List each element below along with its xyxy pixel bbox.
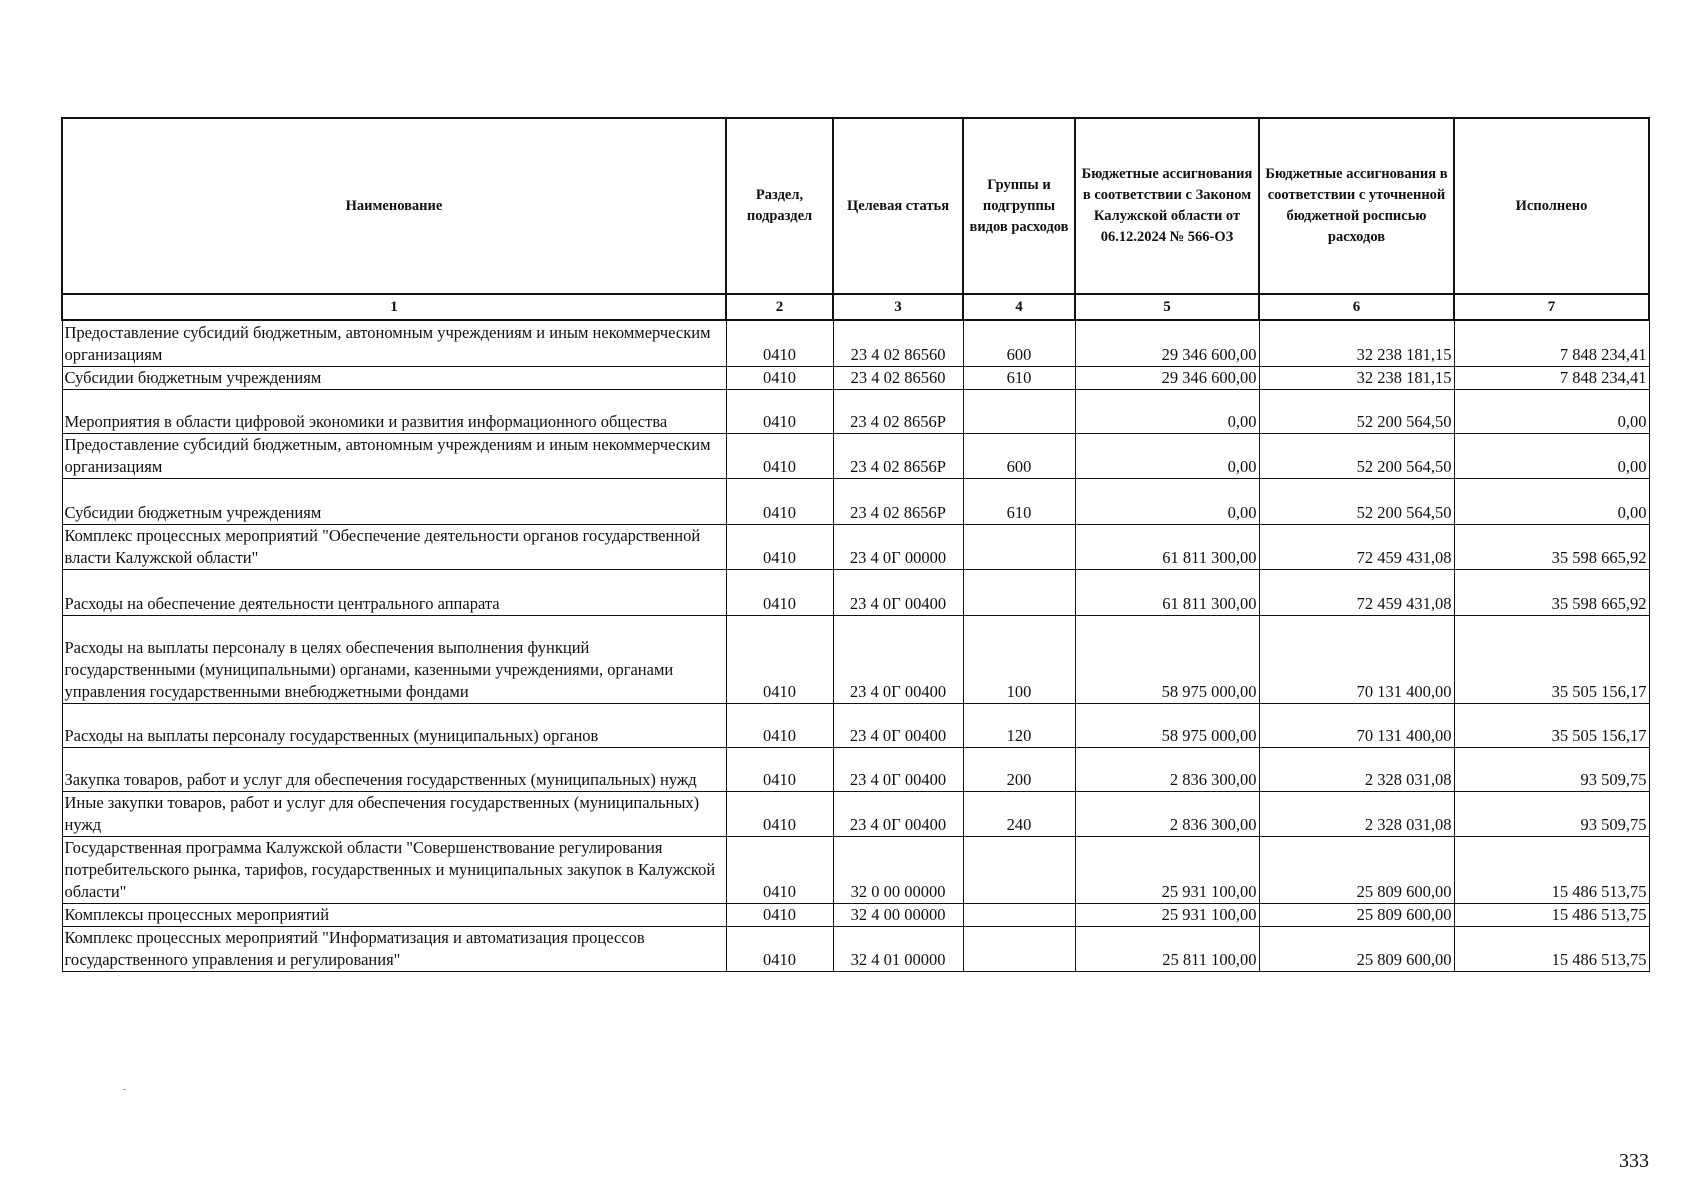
- row-section-cell: 0410: [726, 615, 833, 703]
- budget-table: [61, 117, 1650, 972]
- column-number: 1: [62, 294, 726, 320]
- row-section-cell: 0410: [726, 926, 833, 971]
- table-row: [62, 433, 1649, 478]
- row-executed-amount-cell: 0,00: [1454, 478, 1649, 524]
- table-row: [62, 791, 1649, 836]
- table-header: [62, 118, 1649, 320]
- row-executed-amount-cell: 15 486 513,75: [1454, 903, 1649, 926]
- row-section-cell: 0410: [726, 524, 833, 569]
- row-group-cell: [963, 389, 1075, 433]
- row-group-cell: [963, 836, 1075, 903]
- row-target-cell: 23 4 0Г 00400: [833, 569, 963, 615]
- header-name: Наименование: [62, 118, 726, 294]
- table-row: [62, 524, 1649, 569]
- table-row: [62, 703, 1649, 747]
- row-name-cell: Предоставление субсидий бюджетным, автономным учреждениям и иным некоммерческим организациям: [62, 433, 726, 478]
- row-name-cell: Комплекс процессных мероприятий "Обеспечение деятельности органов государственной власти Калужской области": [62, 524, 726, 569]
- row-refined-amount-cell: 72 459 431,08: [1259, 569, 1454, 615]
- row-law-amount-cell: 0,00: [1075, 478, 1259, 524]
- row-target-cell: 23 4 0Г 00000: [833, 524, 963, 569]
- row-executed-amount-cell: 7 848 234,41: [1454, 366, 1649, 389]
- row-executed-amount-cell: 35 598 665,92: [1454, 569, 1649, 615]
- row-name-cell: Расходы на выплаты персоналу в целях обеспечения выполнения функций государственными (муниципальными) органами, казенными учреждениями, органами управления государственными внебюджетными фондами: [62, 615, 726, 703]
- row-target-cell: 32 0 00 00000: [833, 836, 963, 903]
- row-name-cell: Комплексы процессных мероприятий: [62, 903, 726, 926]
- row-refined-amount-cell: 70 131 400,00: [1259, 615, 1454, 703]
- row-law-amount-cell: 58 975 000,00: [1075, 615, 1259, 703]
- table-row: [62, 389, 1649, 433]
- table-row: [62, 366, 1649, 389]
- page-number: 333: [1619, 1150, 1649, 1172]
- row-group-cell: [963, 926, 1075, 971]
- row-law-amount-cell: 0,00: [1075, 389, 1259, 433]
- row-group-cell: 240: [963, 791, 1075, 836]
- column-number: 6: [1259, 294, 1454, 320]
- row-section-cell: 0410: [726, 478, 833, 524]
- row-section-cell: 0410: [726, 433, 833, 478]
- column-number: 7: [1454, 294, 1649, 320]
- header-row: [62, 118, 1649, 294]
- row-name-cell: Предоставление субсидий бюджетным, автономным учреждениям и иным некоммерческим организациям: [62, 320, 726, 366]
- header-groups: Группы и подгруппы видов расходов: [963, 118, 1075, 294]
- row-law-amount-cell: 2 836 300,00: [1075, 791, 1259, 836]
- row-refined-amount-cell: 32 238 181,15: [1259, 366, 1454, 389]
- column-number: 4: [963, 294, 1075, 320]
- row-target-cell: 23 4 0Г 00400: [833, 703, 963, 747]
- row-target-cell: 23 4 0Г 00400: [833, 791, 963, 836]
- row-name-cell: Комплекс процессных мероприятий "Информатизация и автоматизация процессов государственного управления и регулирования": [62, 926, 726, 971]
- row-law-amount-cell: 29 346 600,00: [1075, 320, 1259, 366]
- table-row: [62, 747, 1649, 791]
- row-law-amount-cell: 2 836 300,00: [1075, 747, 1259, 791]
- row-refined-amount-cell: 52 200 564,50: [1259, 389, 1454, 433]
- table-row: [62, 836, 1649, 903]
- column-number: 2: [726, 294, 833, 320]
- row-name-cell: Субсидии бюджетным учреждениям: [62, 366, 726, 389]
- row-refined-amount-cell: 2 328 031,08: [1259, 747, 1454, 791]
- row-refined-amount-cell: 70 131 400,00: [1259, 703, 1454, 747]
- row-name-cell: Мероприятия в области цифровой экономики и развития информационного общества: [62, 389, 726, 433]
- header-section: Раздел, подраздел: [726, 118, 833, 294]
- row-group-cell: 100: [963, 615, 1075, 703]
- row-executed-amount-cell: 93 509,75: [1454, 747, 1649, 791]
- row-group-cell: [963, 524, 1075, 569]
- table-row: [62, 320, 1649, 366]
- column-number: 5: [1075, 294, 1259, 320]
- row-section-cell: 0410: [726, 366, 833, 389]
- column-number: 3: [833, 294, 963, 320]
- row-section-cell: 0410: [726, 903, 833, 926]
- row-executed-amount-cell: 0,00: [1454, 433, 1649, 478]
- row-target-cell: 23 4 0Г 00400: [833, 615, 963, 703]
- row-section-cell: 0410: [726, 791, 833, 836]
- row-refined-amount-cell: 25 809 600,00: [1259, 903, 1454, 926]
- row-group-cell: 120: [963, 703, 1075, 747]
- row-target-cell: 23 4 02 8656Р: [833, 433, 963, 478]
- row-executed-amount-cell: 15 486 513,75: [1454, 926, 1649, 971]
- header-target: Целевая статья: [833, 118, 963, 294]
- row-target-cell: 32 4 00 00000: [833, 903, 963, 926]
- row-law-amount-cell: 25 931 100,00: [1075, 903, 1259, 926]
- table-row: [62, 903, 1649, 926]
- row-group-cell: [963, 569, 1075, 615]
- row-target-cell: 23 4 02 8656Р: [833, 478, 963, 524]
- row-law-amount-cell: 61 811 300,00: [1075, 524, 1259, 569]
- row-name-cell: Расходы на выплаты персоналу государственных (муниципальных) органов: [62, 703, 726, 747]
- row-section-cell: 0410: [726, 836, 833, 903]
- row-target-cell: 32 4 01 00000: [833, 926, 963, 971]
- row-group-cell: 600: [963, 433, 1075, 478]
- row-executed-amount-cell: 35 505 156,17: [1454, 615, 1649, 703]
- row-section-cell: 0410: [726, 389, 833, 433]
- row-law-amount-cell: 58 975 000,00: [1075, 703, 1259, 747]
- row-executed-amount-cell: 35 505 156,17: [1454, 703, 1649, 747]
- row-section-cell: 0410: [726, 703, 833, 747]
- row-law-amount-cell: 61 811 300,00: [1075, 569, 1259, 615]
- row-group-cell: 600: [963, 320, 1075, 366]
- row-target-cell: 23 4 02 8656Р: [833, 389, 963, 433]
- row-refined-amount-cell: 2 328 031,08: [1259, 791, 1454, 836]
- row-name-cell: Иные закупки товаров, работ и услуг для обеспечения государственных (муниципальных) нужд: [62, 791, 726, 836]
- row-refined-amount-cell: 25 809 600,00: [1259, 836, 1454, 903]
- row-name-cell: Субсидии бюджетным учреждениям: [62, 478, 726, 524]
- row-refined-amount-cell: 52 200 564,50: [1259, 478, 1454, 524]
- row-refined-amount-cell: 32 238 181,15: [1259, 320, 1454, 366]
- row-target-cell: 23 4 02 86560: [833, 320, 963, 366]
- row-law-amount-cell: 29 346 600,00: [1075, 366, 1259, 389]
- row-refined-amount-cell: 52 200 564,50: [1259, 433, 1454, 478]
- row-target-cell: 23 4 0Г 00400: [833, 747, 963, 791]
- row-group-cell: [963, 903, 1075, 926]
- row-law-amount-cell: 25 811 100,00: [1075, 926, 1259, 971]
- row-group-cell: 610: [963, 478, 1075, 524]
- column-number-row: [62, 294, 1649, 320]
- row-name-cell: Расходы на обеспечение деятельности центрального аппарата: [62, 569, 726, 615]
- table-body: [62, 320, 1649, 971]
- row-executed-amount-cell: 7 848 234,41: [1454, 320, 1649, 366]
- row-executed-amount-cell: 0,00: [1454, 389, 1649, 433]
- row-refined-amount-cell: 25 809 600,00: [1259, 926, 1454, 971]
- row-executed-amount-cell: 35 598 665,92: [1454, 524, 1649, 569]
- row-executed-amount-cell: 93 509,75: [1454, 791, 1649, 836]
- table-row: [62, 926, 1649, 971]
- row-executed-amount-cell: 15 486 513,75: [1454, 836, 1649, 903]
- row-section-cell: 0410: [726, 320, 833, 366]
- table-row: [62, 478, 1649, 524]
- row-section-cell: 0410: [726, 747, 833, 791]
- header-refined-appropriations: Бюджетные ассигнования в соответствии с уточненной бюджетной росписью расходов: [1259, 118, 1454, 294]
- table-row: [62, 615, 1649, 703]
- row-section-cell: 0410: [726, 569, 833, 615]
- header-law-appropriations: Бюджетные ассигнования в соответствии с Законом Калужской области от 06.12.2024 № 566-ОЗ: [1075, 118, 1259, 294]
- table-row: [62, 569, 1649, 615]
- header-executed: Исполнено: [1454, 118, 1649, 294]
- row-refined-amount-cell: 72 459 431,08: [1259, 524, 1454, 569]
- scan-speck: [123, 1089, 126, 1090]
- row-name-cell: Закупка товаров, работ и услуг для обеспечения государственных (муниципальных) нужд: [62, 747, 726, 791]
- row-target-cell: 23 4 02 86560: [833, 366, 963, 389]
- row-group-cell: 200: [963, 747, 1075, 791]
- row-group-cell: 610: [963, 366, 1075, 389]
- row-name-cell: Государственная программа Калужской области "Совершенствование регулирования потребительского рынка, тарифов, государственных и муниципальных закупок в Калужской области": [62, 836, 726, 903]
- row-law-amount-cell: 0,00: [1075, 433, 1259, 478]
- row-law-amount-cell: 25 931 100,00: [1075, 836, 1259, 903]
